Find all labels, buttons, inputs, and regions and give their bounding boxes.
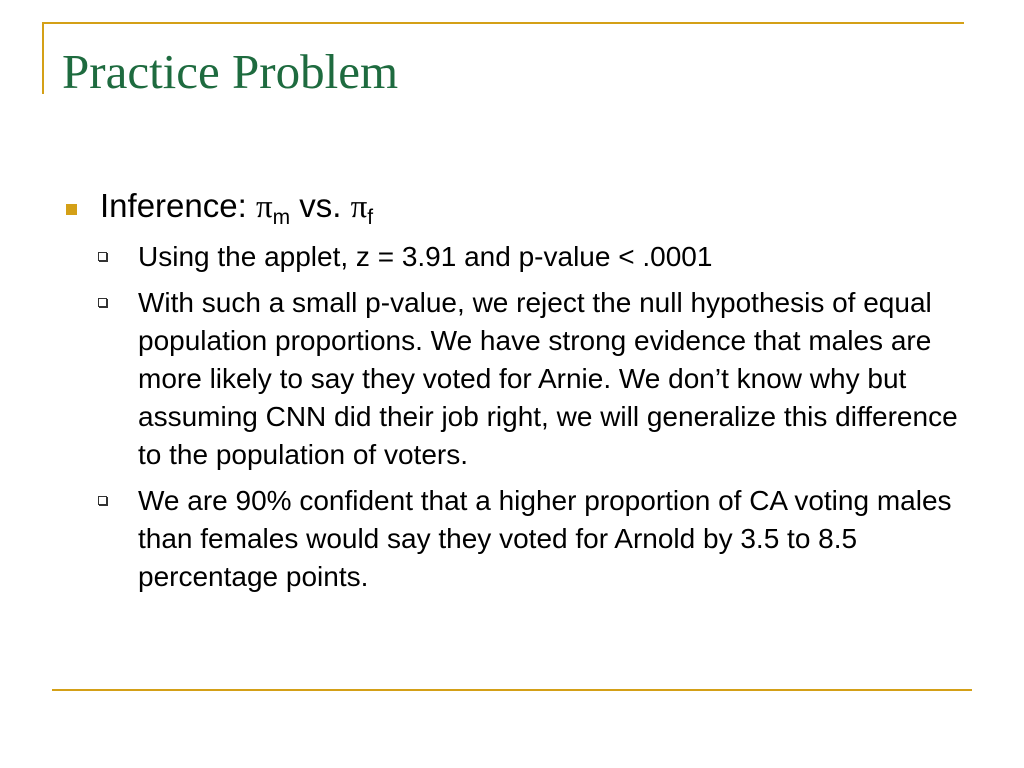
square-bullet-icon bbox=[66, 204, 77, 215]
pi-symbol: π bbox=[255, 189, 273, 225]
hollow-square-bullet-icon bbox=[98, 496, 107, 505]
subscript-m: m bbox=[272, 206, 291, 229]
bullet-inference bbox=[60, 184, 960, 229]
inference-label: Inference: bbox=[100, 187, 256, 224]
slide-title: Practice Problem bbox=[62, 44, 399, 99]
sub-bullet-applet bbox=[138, 238, 960, 276]
sub-bullet-text: We are 90% confident that a higher proportion of CA voting males than females would say they voted for Arnold by 3.5 to 8.5 percentage points. bbox=[138, 485, 952, 592]
vs-text: vs. bbox=[290, 187, 351, 224]
sub-bullet-text: With such a small p-value, we reject the null hypothesis of equal population proportions. We have strong evidence that males are more likely to say they voted for Arnie. We don’t know why but assuming CNN did their job right, we will generalize this difference to the population of voters. bbox=[138, 287, 958, 470]
pi-symbol: π bbox=[350, 189, 368, 225]
bottom-rule bbox=[52, 689, 972, 691]
sub-bullet-confidence bbox=[138, 482, 960, 596]
left-rule bbox=[42, 22, 44, 94]
hollow-square-bullet-icon bbox=[98, 298, 107, 307]
subscript-f: f bbox=[367, 206, 374, 229]
slide-body bbox=[60, 184, 960, 596]
top-rule bbox=[42, 22, 964, 24]
hollow-square-bullet-icon bbox=[98, 252, 107, 261]
sub-bullet-text: Using the applet, z = 3.91 and p-value < .0001 bbox=[138, 241, 713, 272]
sub-bullet-conclusion bbox=[138, 284, 960, 474]
